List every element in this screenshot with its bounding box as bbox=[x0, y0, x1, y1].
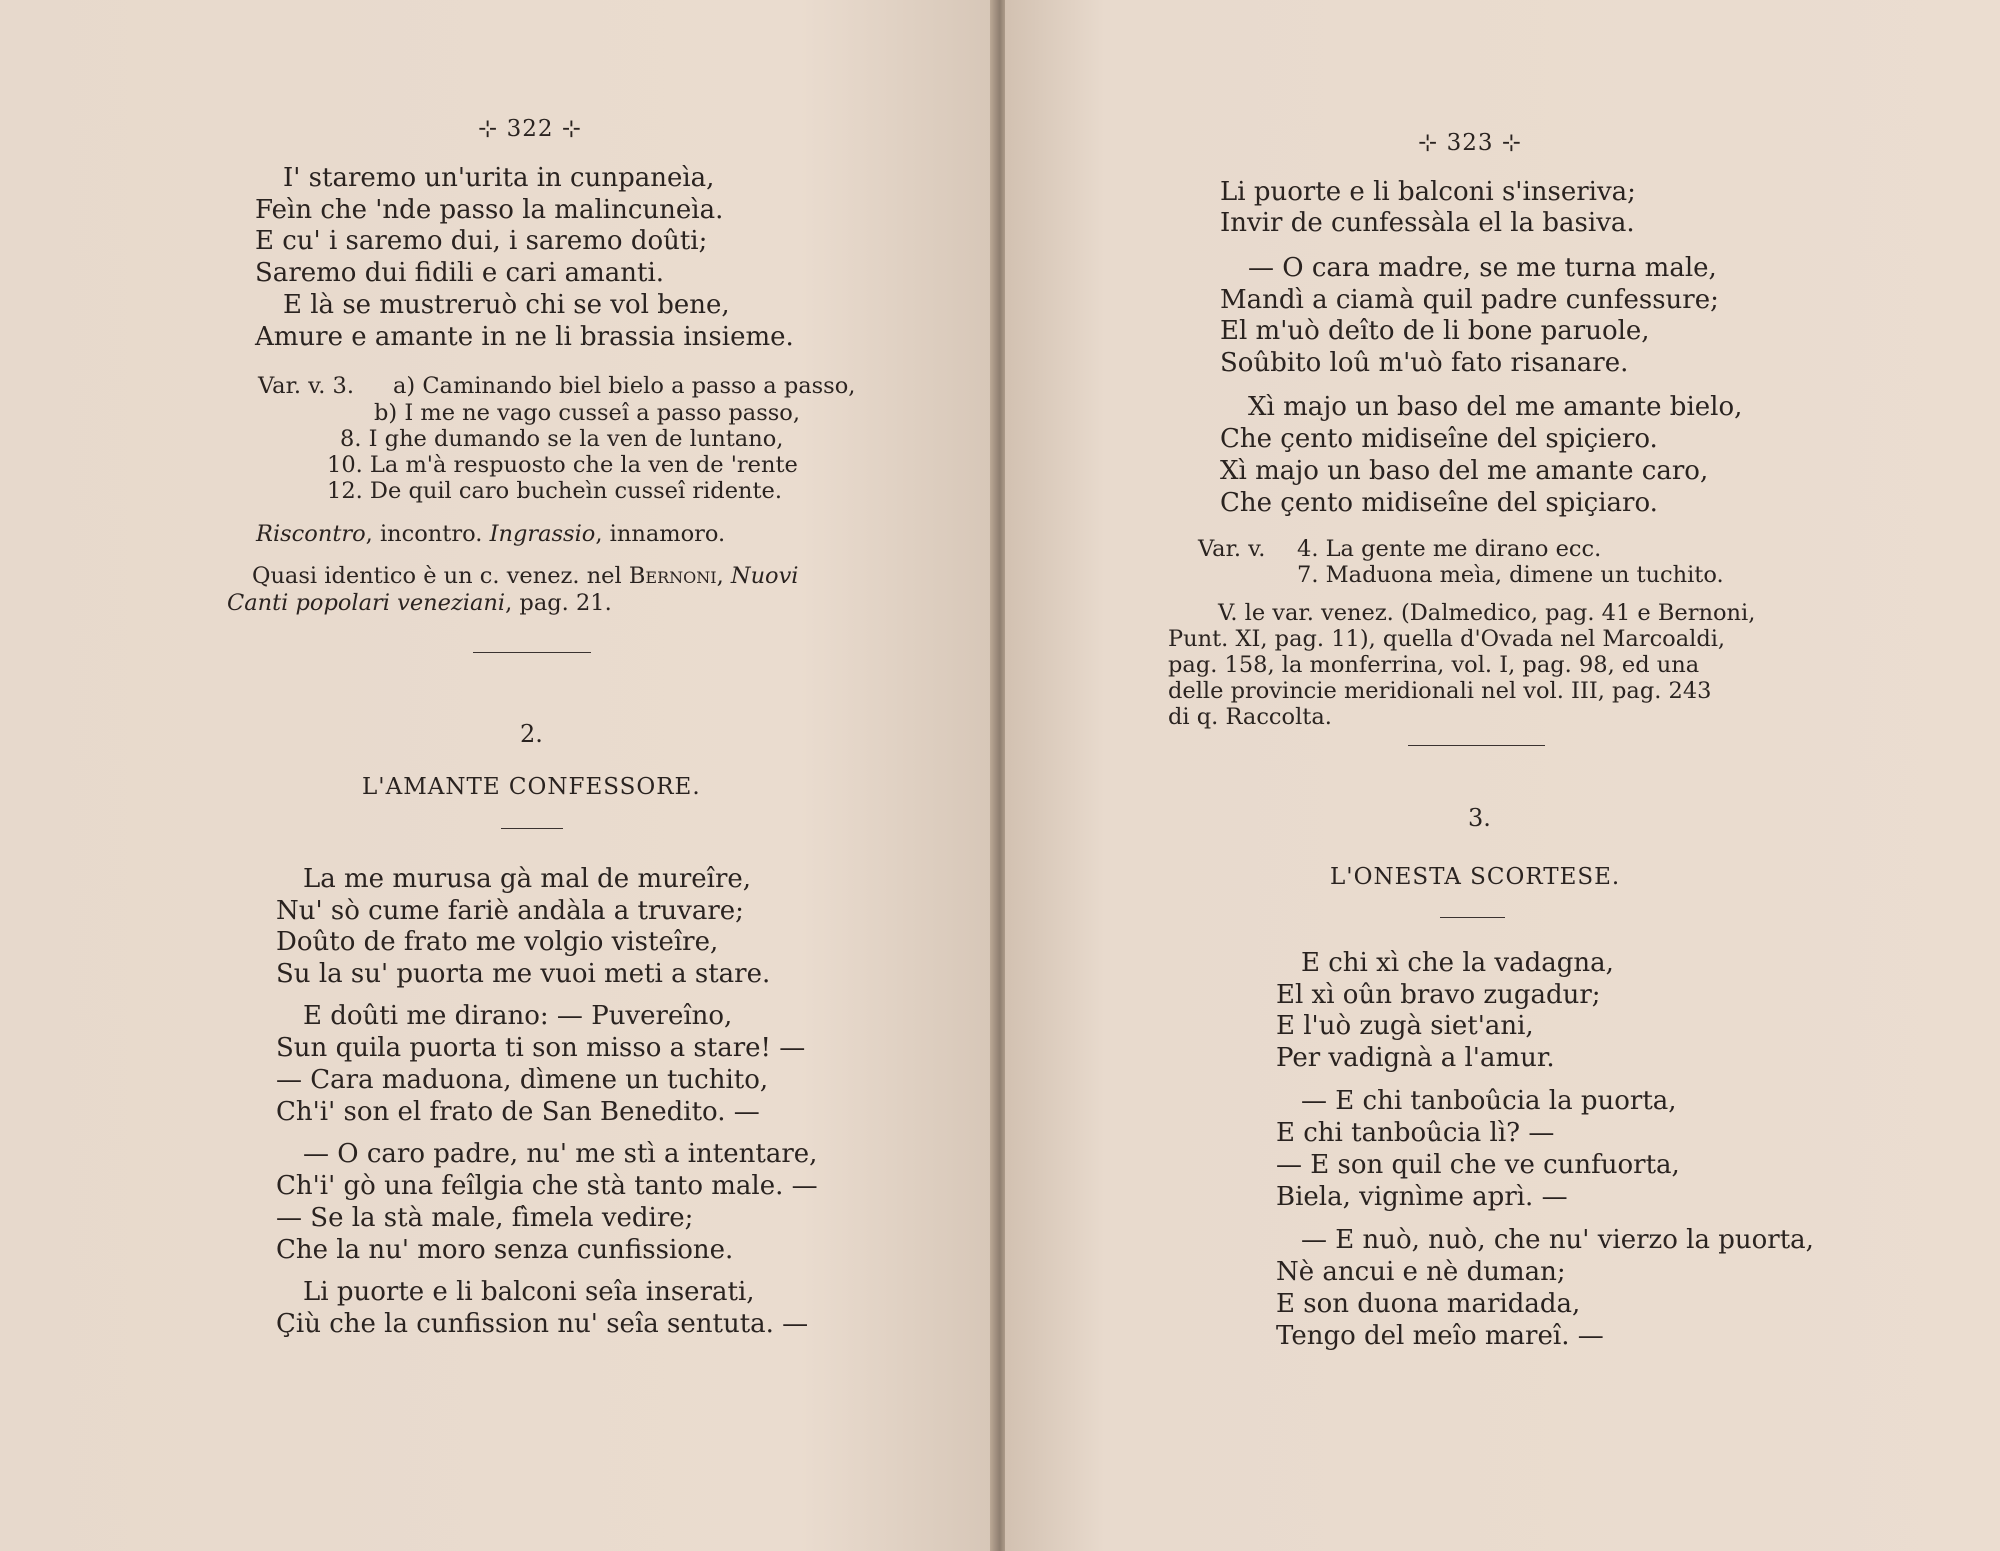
note-line: Canti popolari veneziani, pag. 21. bbox=[227, 590, 612, 616]
poem-line: — E chi tanboûcia la puorta, bbox=[1301, 1086, 1677, 1116]
poem-line: I' staremo un'urita in cunpaneìa, bbox=[283, 163, 715, 193]
title-rule bbox=[1440, 917, 1505, 918]
poem-line: Che çento midiseîne del spiçiero. bbox=[1220, 424, 1658, 454]
separator-rule bbox=[473, 652, 591, 653]
poem-line: Ch'i' son el frato de San Benedito. — bbox=[276, 1097, 760, 1127]
poem-line: — E nuò, nuò, che nu' vierzo la puorta, bbox=[1301, 1225, 1814, 1255]
variant-line: 10. La m'à respuosto che la ven de 'rente bbox=[327, 452, 798, 478]
variant-line: 4. La gente me dirano ecc. bbox=[1297, 536, 1602, 562]
poem-line: Biela, vignìme aprì. — bbox=[1276, 1182, 1568, 1212]
right-page-number: ⊹ 323 ⊹ bbox=[1418, 130, 1523, 156]
variant-line: 12. De quil caro bucheìn cusseî ridente. bbox=[327, 478, 783, 504]
poem-line: Invir de cunfessàla el la basiva. bbox=[1220, 208, 1635, 238]
poem-line: El xì oûn bravo zugadur; bbox=[1276, 980, 1601, 1010]
poem-line: Per vadignà a l'amur. bbox=[1276, 1043, 1555, 1073]
poem-line: — O caro padre, nu' me stì a intentare, bbox=[303, 1139, 818, 1169]
poem-line: E là se mustreruò chi se vol bene, bbox=[283, 290, 730, 320]
poem-line: Soûbito loû m'uò fato risanare. bbox=[1220, 348, 1629, 378]
poem-line: Nu' sò cume fariè andàla a truvare; bbox=[276, 896, 744, 926]
poem-line: E doûti me dirano: — Puvereîno, bbox=[303, 1001, 733, 1031]
poem-line: Li puorte e li balconi seîa inserati, bbox=[303, 1277, 755, 1307]
variants-heading: Var. v. 3. bbox=[258, 373, 354, 399]
poem-line: Che la nu' moro senza cunfissione. bbox=[276, 1235, 734, 1265]
poem-line: Sun quila puorta ti son misso a stare! — bbox=[276, 1033, 806, 1063]
variants-heading: Var. v. bbox=[1198, 536, 1266, 562]
gloss-line: Riscontro, incontro. Ingrassio, innamoro. bbox=[256, 521, 726, 547]
note-line: Punt. XI, pag. 11), quella d'Ovada nel Marcoaldi, bbox=[1168, 626, 1726, 652]
section-title: L'AMANTE CONFESSORE. bbox=[362, 774, 701, 800]
poem-line: Xì majo un baso del me amante bielo, bbox=[1248, 392, 1743, 422]
variant-line: 8. I ghe dumando se la ven de luntano, bbox=[340, 426, 784, 452]
poem-line: — E son quil che ve cunfuorta, bbox=[1276, 1150, 1680, 1180]
poem-line: E cu' i saremo dui, i saremo doûti; bbox=[255, 226, 708, 256]
poem-line: Mandì a ciamà quil padre cunfessure; bbox=[1220, 285, 1719, 315]
note-line: delle provincie meridionali nel vol. III, pag. 243 bbox=[1168, 678, 1712, 704]
note-line: Quasi identico è un c. venez. nel Bernoni, Nuovi bbox=[252, 563, 799, 589]
right-page bbox=[1005, 0, 2000, 1551]
poem-line: Doûto de frato me volgio visteîre, bbox=[276, 927, 719, 957]
poem-line: E chi xì che la vadagna, bbox=[1301, 948, 1614, 978]
poem-line: Çiù che la cunfission nu' seîa sentuta. — bbox=[276, 1309, 809, 1339]
poem-line: Che çento midiseîne del spiçiaro. bbox=[1220, 488, 1658, 518]
variant-line: b) I me ne vago cusseî a passo passo, bbox=[374, 400, 800, 426]
separator-rule bbox=[1408, 745, 1545, 746]
section-number: 2. bbox=[520, 720, 543, 748]
poem-line: Ch'i' gò una feîlgia che stà tanto male. — bbox=[276, 1171, 818, 1201]
note-line: di q. Raccolta. bbox=[1168, 704, 1332, 730]
variant-line: a) Caminando biel bielo a passo a passo, bbox=[393, 373, 856, 399]
poem-line: — O cara madre, se me turna male, bbox=[1248, 253, 1717, 283]
poem-line: E son duona maridada, bbox=[1276, 1289, 1581, 1319]
poem-line: Nè ancui e nè duman; bbox=[1276, 1257, 1566, 1287]
poem-line: La me murusa gà mal de mureîre, bbox=[303, 864, 752, 894]
poem-line: Li puorte e li balconi s'inseriva; bbox=[1220, 177, 1636, 207]
poem-line: El m'uò deîto de li bone paruole, bbox=[1220, 316, 1650, 346]
poem-line: E l'uò zugà siet'ani, bbox=[1276, 1011, 1534, 1041]
note-line: V. le var. venez. (Dalmedico, pag. 41 e Bernoni, bbox=[1218, 600, 1756, 626]
left-page-number: ⊹ 322 ⊹ bbox=[478, 116, 583, 142]
poem-line: Feìn che 'nde passo la malincuneìa. bbox=[255, 195, 724, 225]
poem-line: Xì majo un baso del me amante caro, bbox=[1220, 456, 1709, 486]
poem-line: Amure e amante in ne li brassia insieme. bbox=[255, 322, 794, 352]
poem-line: Saremo dui fidili e cari amanti. bbox=[255, 258, 665, 288]
poem-line: E chi tanboûcia lì? — bbox=[1276, 1118, 1555, 1148]
note-line: pag. 158, la monferrina, vol. I, pag. 98, ed una bbox=[1168, 652, 1700, 678]
poem-line: — Cara maduona, dìmene un tuchito, bbox=[276, 1065, 769, 1095]
poem-line: — Se la stà male, fìmela vedire; bbox=[276, 1203, 694, 1233]
section-title: L'ONESTA SCORTESE. bbox=[1330, 864, 1621, 890]
variant-line: 7. Maduona meìa, dimene un tuchito. bbox=[1297, 562, 1724, 588]
section-number: 3. bbox=[1468, 804, 1491, 832]
poem-line: Tengo del meîo mareî. — bbox=[1276, 1321, 1604, 1351]
poem-line: Su la su' puorta me vuoi meti a stare. bbox=[276, 959, 771, 989]
title-rule bbox=[501, 828, 563, 829]
